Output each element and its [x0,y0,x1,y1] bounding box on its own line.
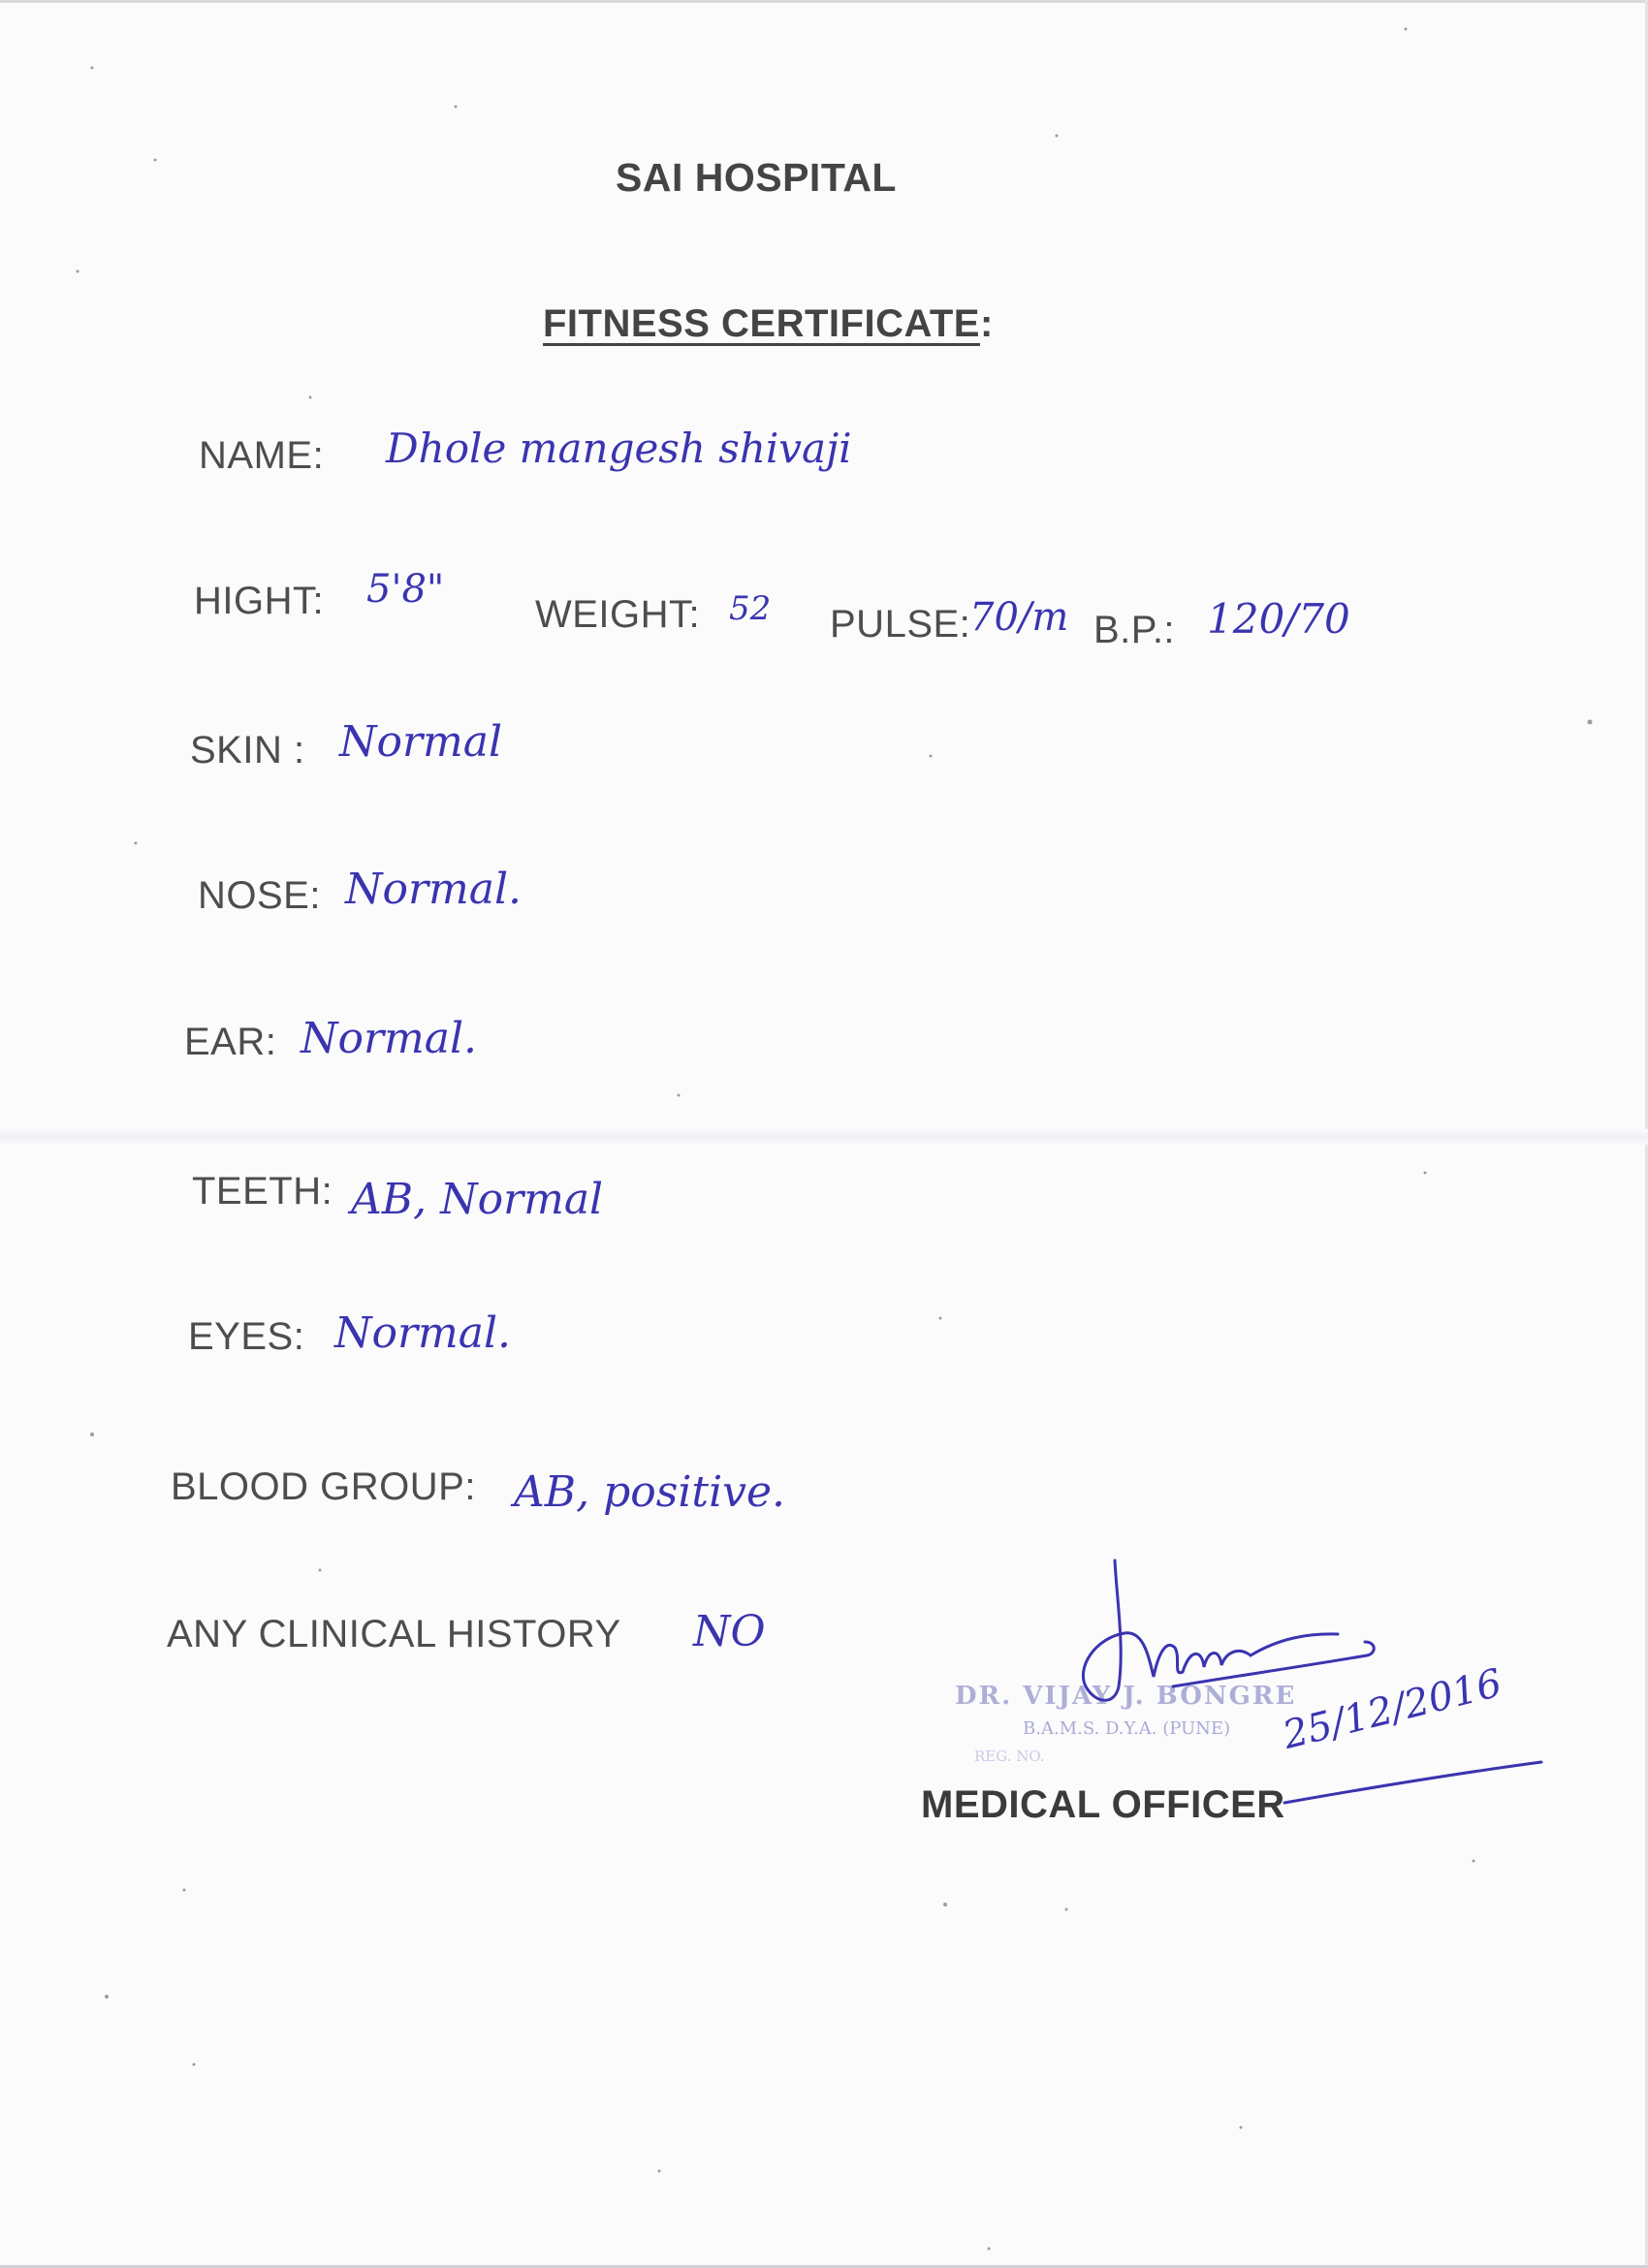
teeth-label: TEETH: [192,1170,333,1213]
pulse-label: PULSE: [830,603,971,646]
teeth-value: AB, Normal [351,1175,604,1224]
eyes-value: Normal. [334,1308,512,1358]
skin-value: Normal [339,717,503,767]
stamp-doctor-name: DR. VIJAY J. BONGRE [955,1682,1297,1711]
eyes-label: EYES: [188,1315,305,1358]
weight-value: 52 [729,589,772,628]
blood-group-label: BLOOD GROUP: [171,1465,476,1508]
skin-label: SKIN : [190,729,305,772]
bp-label: B.P.: [1093,609,1176,651]
certificate-title-text: FITNESS CERTIFICATE [543,302,980,345]
certificate-title [543,302,994,346]
certificate-title-colon: : [979,302,994,345]
nose-label: NOSE: [198,874,321,917]
date-underline [1280,1754,1551,1812]
clinical-history-label: ANY CLINICAL HISTORY [167,1613,621,1655]
stamp-reg-no: REG. NO. [974,1748,1045,1765]
clinical-history-value: NO [693,1607,766,1656]
hospital-name: SAI HOSPITAL [616,155,897,200]
bp-value: 120/70 [1207,595,1350,643]
height-value: 5'8" [366,567,445,612]
name-label: NAME: [199,434,325,477]
name-value: Dhole mangesh shivaji [386,425,852,472]
pulse-value: 70/m [969,595,1069,640]
medical-officer-label: MEDICAL OFFICER [921,1783,1285,1826]
weight-label: WEIGHT: [535,593,701,636]
ear-value: Normal. [301,1014,478,1063]
stamp-qualification: B.A.M.S. D.Y.A. (PUNE) [1023,1718,1231,1739]
signed-date: 25/12/2016 [1278,1660,1506,1758]
height-label: HIGHT: [194,580,325,622]
blood-group-value: AB, positive. [514,1467,786,1517]
nose-value: Normal. [345,865,523,914]
ear-label: EAR: [184,1021,277,1063]
